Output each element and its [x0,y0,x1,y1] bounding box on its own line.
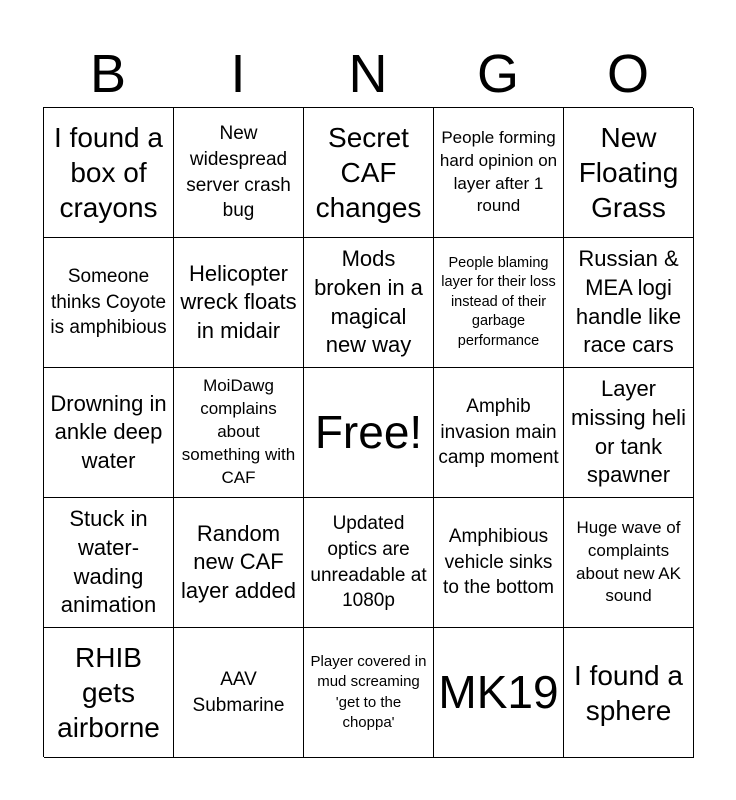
cell-text: Amphib invasion main camp moment [438,396,559,469]
cell-text: New Floating Grass [578,122,679,223]
cell-text: Drowning in ankle deep water [50,390,167,473]
bingo-cell[interactable] [174,498,304,628]
bingo-cell[interactable] [174,628,304,758]
cell-text: RHIB gets airborne [57,642,160,743]
cell-text: Amphibious vehicle sinks to the bottom [443,526,554,599]
bingo-header [43,42,693,106]
bingo-grid [43,107,693,757]
bingo-cell[interactable] [304,628,434,758]
cell-text: Secret CAF changes [315,122,422,223]
bingo-cell[interactable] [304,108,434,238]
cell-text: Stuck in water-wading animation [60,506,157,618]
bingo-cell[interactable] [174,368,304,498]
cell-text: People forming hard opinion on layer after 1 round [439,127,558,216]
cell-text: I found a sphere [574,659,683,726]
cell-text: Mods broken in a magical new way [314,246,423,358]
cell-text: New widespread server crash bug [186,123,291,222]
header-letter-i: I [230,44,246,104]
bingo-cell[interactable] [564,238,694,368]
header-letter-g: G [476,44,519,104]
bingo-cell[interactable] [564,498,694,628]
cell-text: I found a box of crayons [54,122,163,223]
cell-text: Player covered in mud screaming 'get to the choppa' [310,653,427,731]
cell-text: Helicopter wreck floats in midair [180,260,297,343]
cell-text: Russian & MEA logi handle like race cars [575,246,682,358]
bingo-cell[interactable] [564,368,694,498]
bingo-cell-free[interactable] [304,368,434,498]
cell-text: MoiDawg complains about something with CAF [181,376,296,487]
cell-text: Huge wave of complaints about new AK sound [576,517,681,606]
cell-text: Someone thinks Coyote is amphibious [50,266,167,339]
cell-text: Updated optics are unreadable at 1080p [310,513,427,612]
bingo-cell[interactable] [174,238,304,368]
header-letter-b: B [89,44,127,104]
cell-text: Random new CAF layer added [181,520,296,603]
bingo-cell[interactable] [304,498,434,628]
bingo-cell[interactable] [174,108,304,238]
bingo-cell[interactable] [434,628,564,758]
cell-text: People blaming layer for their loss instead of their garbage performance [441,254,556,349]
bingo-cell[interactable] [44,108,174,238]
bingo-cell[interactable] [44,498,174,628]
bingo-cell[interactable] [434,108,564,238]
bingo-cell[interactable] [434,238,564,368]
header-letter-n: N [348,44,388,104]
cell-text: Layer missing heli or tank spawner [571,376,686,488]
bingo-cell[interactable] [44,628,174,758]
cell-text: AAV Submarine [192,668,285,716]
bingo-cell[interactable] [434,368,564,498]
bingo-cell[interactable] [434,498,564,628]
header-letter-o: O [606,44,649,104]
cell-text: MK19 [438,666,559,719]
bingo-cell[interactable] [564,108,694,238]
bingo-cell[interactable] [564,628,694,758]
bingo-cell[interactable] [44,368,174,498]
bingo-cell[interactable] [44,238,174,368]
bingo-cell[interactable] [304,238,434,368]
cell-text: Free! [314,406,423,459]
